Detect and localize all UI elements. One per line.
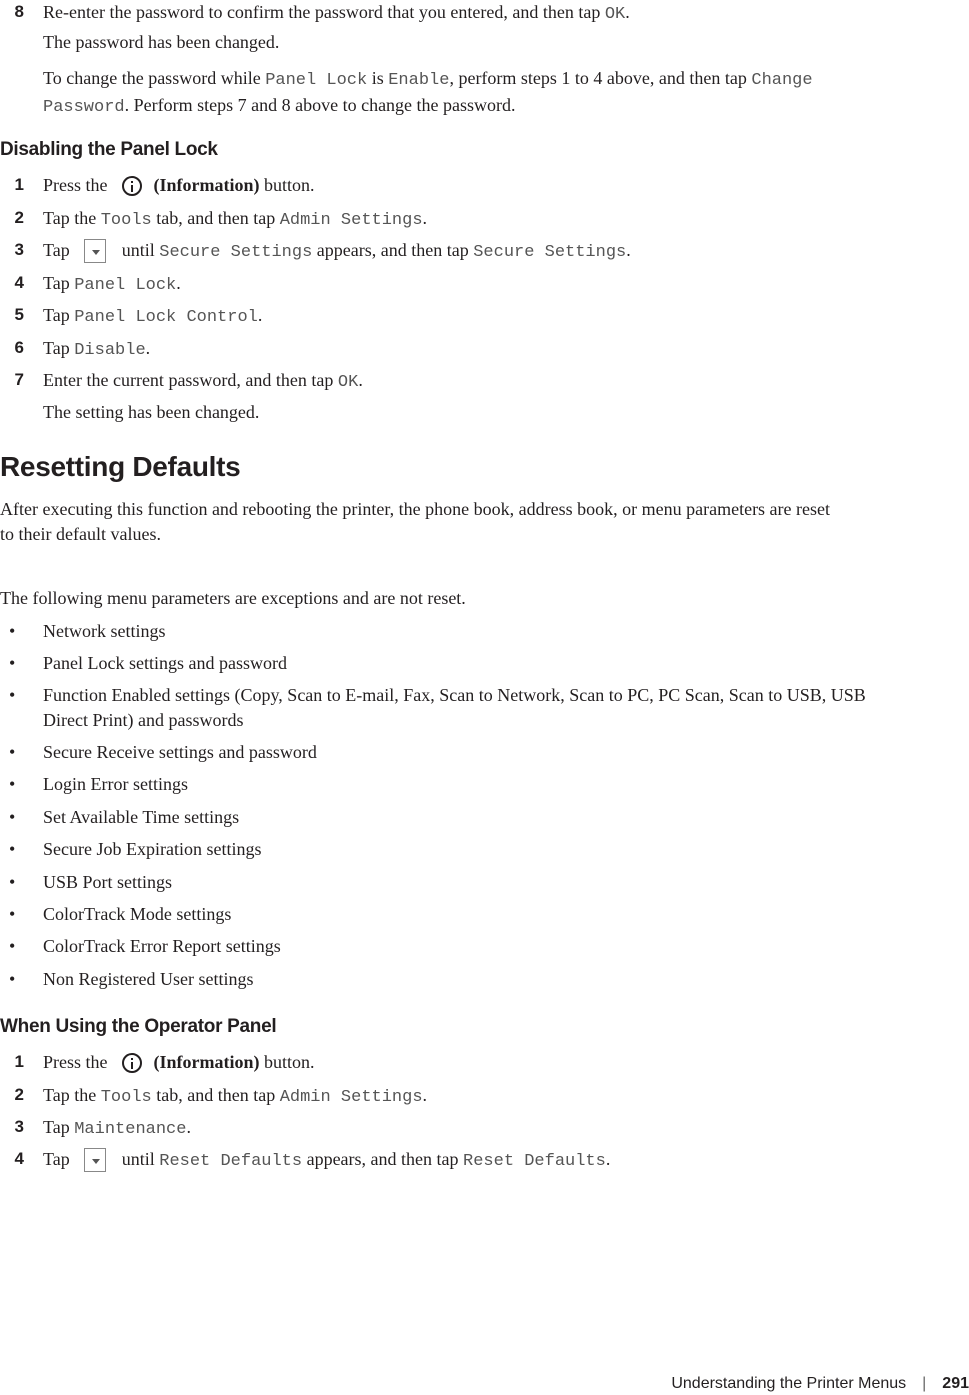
disable-step-6 [0,336,969,364]
bullet: • [9,936,16,956]
step-text: Tap [43,1149,70,1169]
bullet: • [9,969,16,989]
step-text: Re-enter the password to confirm the password that you entered, and then tap [43,2,605,22]
list-item-text: Secure Job Expiration settings [43,839,262,859]
list-item-text: ColorTrack Mode settings [43,904,232,924]
step-number: 8 [14,2,24,21]
ui-term: Panel Lock [74,276,177,295]
disable-step-4 [0,271,969,299]
exceptions-intro: The following menu parameters are exceptions and are not reset. [0,588,466,608]
step-number: 2 [14,1085,24,1104]
bullet: • [9,872,16,892]
ui-term: Disable [74,341,146,360]
reset-step-1 [0,1050,969,1078]
step-text: appears, and then tap [302,1149,464,1169]
ui-term: Tools [100,1088,152,1107]
intro-line: to their default values. [0,524,161,544]
bullet: • [9,685,16,705]
list-item-text: Login Error settings [43,774,188,794]
step-text: . [176,273,181,293]
setting-changed-note: The setting has been changed. [43,402,260,422]
step-text: . [625,2,630,22]
disable-step-3 [0,238,969,266]
step-text: Tap the [43,1085,101,1105]
step-text: appears, and then tap [312,240,474,260]
step-number: 6 [14,338,24,357]
step-8 [0,0,969,28]
disable-step-1 [0,173,969,201]
step-text: Press the [43,1052,108,1072]
changed-note: The password has been changed. [43,32,280,52]
info-icon [122,1053,142,1073]
bullet: • [9,839,16,859]
step-text: tab, and then tap [151,208,280,228]
step-text: Tap the [43,208,101,228]
list-item-text: Direct Print) and passwords [43,710,244,730]
section-heading-disabling: Disabling the Panel Lock [0,139,218,160]
step-text: button. [259,175,315,195]
list-item-text: Panel Lock settings and password [43,653,287,673]
button-name: (Information) [153,175,260,195]
ui-term: Admin Settings [279,1088,423,1107]
step-text: Press the [43,175,108,195]
step-text: . [145,338,151,358]
step-text: button. [259,1052,315,1072]
page-number: 291 [942,1375,969,1392]
list-item-text: Set Available Time settings [43,807,240,827]
ui-term: Secure Settings [159,243,313,262]
footer-section-title: Understanding the Printer Menus [671,1375,907,1392]
disable-step-5 [0,303,969,331]
note-text: To change the password while [43,68,266,88]
ui-term: Enable [388,71,450,90]
bullet: • [9,807,16,827]
step-number: 7 [14,370,24,389]
ui-term: Password [43,98,125,117]
step-text: . [186,1117,191,1137]
reset-intro [0,497,969,547]
step-text: . [422,1085,428,1105]
ui-term: Change [751,71,813,90]
section-heading-resetting: Resetting Defaults [0,451,241,482]
disable-step-7 [0,368,969,396]
info-icon [122,176,142,196]
page-footer [671,1375,969,1393]
step-number: 3 [14,1117,24,1136]
disable-step-2 [0,206,969,234]
step-text: Tap [43,305,75,325]
ui-term: Reset Defaults [463,1152,606,1171]
reset-step-4 [0,1147,969,1175]
bullet: • [9,653,16,673]
ui-term: Secure Settings [473,243,627,262]
scroll-down-button-icon [84,239,106,263]
list-item-text: Non Registered User settings [43,969,254,989]
step-text: . [358,370,363,390]
step-number: 1 [14,175,24,194]
step-number: 3 [14,240,24,259]
button-name: (Information) [153,1052,260,1072]
list-item-text: ColorTrack Error Report settings [43,936,281,956]
step-text: . [257,305,263,325]
ui-term: Panel Lock [265,71,368,90]
reset-step-2 [0,1083,969,1111]
list-item-text: Network settings [43,621,166,641]
step-number: 2 [14,208,24,227]
list-item-text: Secure Receive settings and password [43,742,317,762]
step-text: until [121,240,160,260]
step-text: until [121,1149,160,1169]
intro-line: After executing this function and rebooting the printer, the phone book, address book, or menu parameters are reset [0,499,831,519]
section-heading-operator-panel: When Using the Operator Panel [0,1016,277,1037]
step-text: Tap [43,338,75,358]
list-item-text: Function Enabled settings (Copy, Scan to E-mail, Fax, Scan to Network, Scan to PC, PC Scan, Scan to USB, USB [43,685,866,705]
step-text: tab, and then tap [151,1085,280,1105]
step-text: Tap [43,240,70,260]
step-text: Tap [43,1117,75,1137]
note-text: is [367,68,389,88]
bullet: • [9,904,16,924]
bullet: • [9,621,16,641]
ui-term: Tools [100,211,152,230]
step-number: 1 [14,1052,24,1071]
note-text: , perform steps 1 to 4 above, and then tap [449,68,752,88]
step-text: . [422,208,428,228]
footer-separator: | [922,1375,927,1392]
bullet: • [9,742,16,762]
bullet: • [9,774,16,794]
step-number: 5 [14,305,24,324]
ui-term: Reset Defaults [159,1152,303,1171]
step-number: 4 [14,1149,24,1168]
step-text: . [605,1149,611,1169]
change-password-note [43,66,943,120]
step-text: . [626,240,631,260]
ui-term: OK [604,5,626,24]
ui-term: Maintenance [74,1120,187,1139]
scroll-down-button-icon [84,1148,106,1172]
ui-term: Panel Lock Control [74,308,258,327]
reset-step-3 [0,1115,969,1143]
step-number: 4 [14,273,24,292]
ui-term: Admin Settings [279,211,423,230]
step-text: Enter the current password, and then tap [43,370,338,390]
ui-term: OK [337,373,359,392]
list-item-text: USB Port settings [43,872,173,892]
note-text: . Perform steps 7 and 8 above to change the password. [124,95,516,115]
step-text: Tap [43,273,75,293]
